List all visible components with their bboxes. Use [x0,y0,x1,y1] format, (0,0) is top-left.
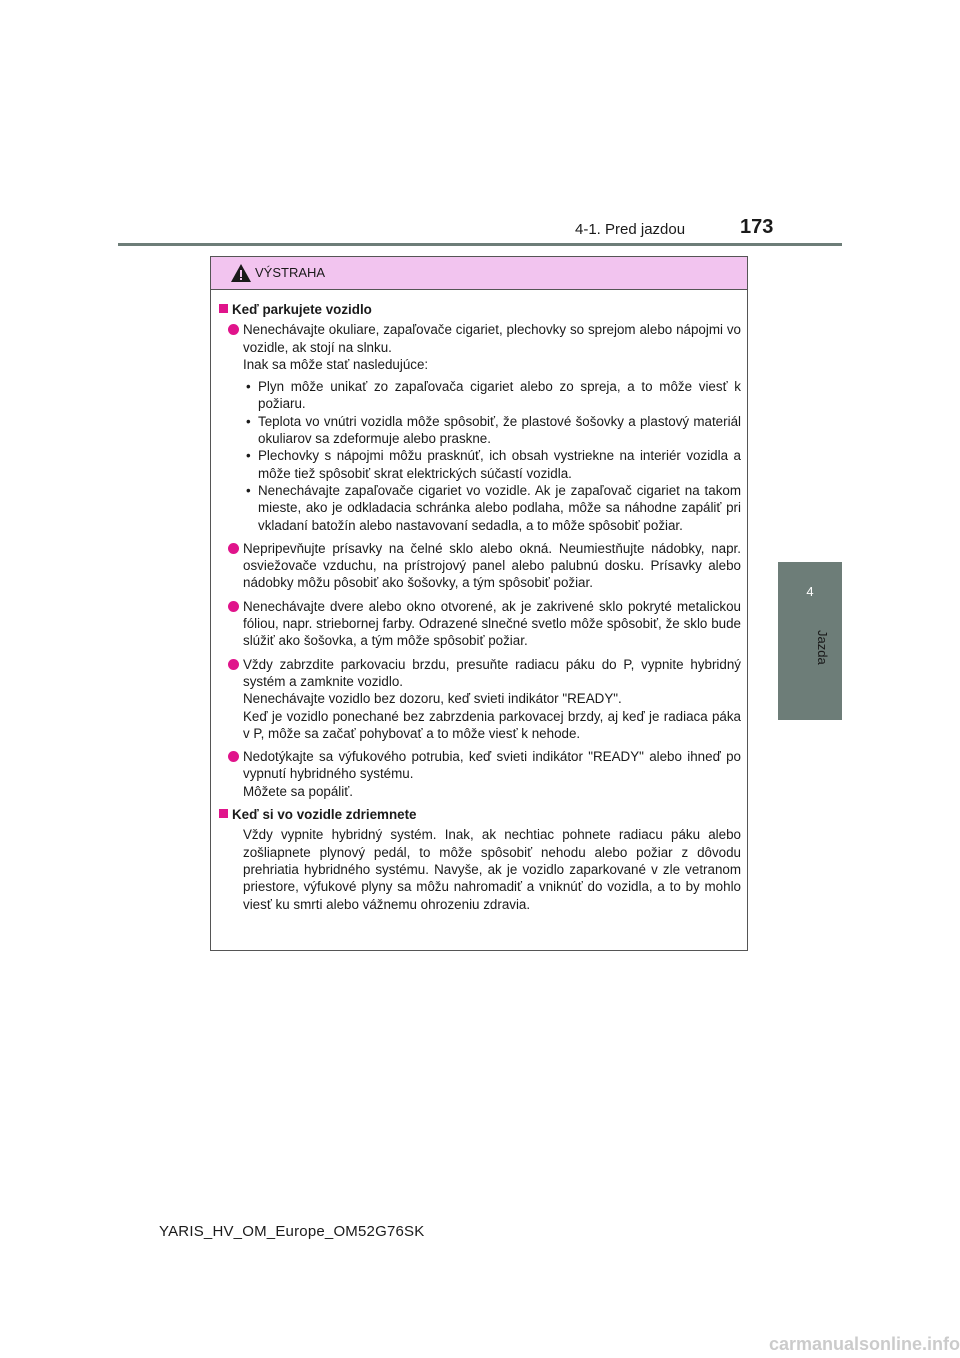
item-text: Nenechávajte okuliare, zapaľovače cigariet, plechovky so sprejom alebo nápojmi vo vozidle, ak stojí na slnku. [243,322,741,355]
bullet-dot-icon: • [246,448,251,464]
circle-bullet-icon [228,543,239,554]
sub-item-text: Teplota vo vnútri vozidla môže spôsobiť, že plastové šošovky a plastový materiál okuliarov sa zdeformuje alebo praskne. [258,413,741,447]
list-item [219,656,741,742]
document-code: YARIS_HV_OM_Europe_OM52G76SK [159,1223,425,1240]
item-text: Nenechávajte vozidlo bez dozoru, keď svieti indikátor "READY". [243,691,622,707]
item-text: Nedotýkajte sa výfukového potrubia, keď svieti indikátor "READY" alebo ihneď po vypnutí hybridného systému. [243,749,741,782]
section-heading-nap [219,806,741,823]
item-text: Keď je vozidlo ponechané bez zabrzdenia parkovacej brzdy, aj keď je radiaca páka v P, môže sa začať pohybovať a to môže viesť k nehode. [243,708,741,741]
circle-bullet-icon [228,601,239,612]
circle-bullet-icon [228,751,239,762]
sub-list-item [243,447,741,482]
sub-item-text: Plechovky s nápojmi môžu prasknúť, ich obsah vystriekne na interiér vozidla a môže tiež spôsobiť skrat elektrických súčastí vozidla. [258,448,741,481]
item-text: Môžete sa popáliť. [243,783,353,799]
list-item [219,540,741,592]
square-bullet-icon [219,304,228,313]
sub-list-item [243,413,741,448]
section-title: 4-1. Pred jazdou [575,221,686,238]
bullet-dot-icon: • [246,379,251,395]
list-item [219,598,741,650]
chapter-number: 4 [806,584,814,599]
warning-header [211,257,747,290]
sub-list-item [243,378,741,413]
sub-item-text: Plyn môže unikať zo zapaľovača cigariet alebo zo spreja, a to môže viesť k požiaru. [258,379,741,412]
header-divider [118,243,842,246]
section-heading-parking [219,301,741,318]
bullet-dot-icon: • [246,482,251,498]
watermark[interactable]: carmanualsonline.info [768,1334,960,1354]
bullet-dot-icon: • [246,413,251,429]
section-paragraph: Vždy vypnite hybridný systém. Inak, ak nechtiac pohnete radiacu páku alebo zošliapnete plynový pedál, to môže spôsobiť nehodu alebo požiar z dôvodu prehriatia hybridného systému. Navyše, ak je vozidlo zaparkované v zle vetranom priestore, výfukové plyny sa môžu nahromadiť a vniknúť do vozidla, a to by mohlo viesť ku smrti alebo vážnemu ohrozeniu zdravia. [243,827,741,912]
sub-list [243,378,741,534]
item-text: Nenechávajte dvere alebo okno otvorené, ak je zakrivené sklo pokryté metalickou fóliou, napr. striebornej farby. Odrazené slnečné svetlo môže spôsobiť, že sklo bude slúžiť ako šošovka, a tým môže spôsobiť požiar. [243,598,741,649]
item-text: Vždy zabrzdite parkovaciu brzdu, presuňte radiacu páku do P, vypnite hybridný systém a zamknite vozidlo. [243,656,741,689]
warning-triangle-icon [230,263,252,283]
section-heading-text: Keď parkujete vozidlo [232,302,372,317]
square-bullet-icon [219,809,228,818]
sub-list-item [243,482,741,534]
warning-body [211,290,747,913]
item-text: Inak sa môže stať nasledujúce: [243,356,429,372]
warning-title: VÝSTRAHA [255,265,326,280]
sub-item-text: Nenechávajte zapaľovače cigariet vo vozidle. Ak je zapaľovač cigariet na takom mieste, ako je odkladacia schránka alebo podlaha, môže sa náhodne zapáliť pri vkladaní batožín alebo nastavovaní sedadla, a to môže spôsobiť požiar. [258,482,741,533]
chapter-label: Jazda [815,630,830,665]
circle-bullet-icon [228,324,239,335]
page-number: 173 [740,216,774,238]
list-item [219,321,741,534]
item-text: Nepripevňujte prísavky na čelné sklo alebo okná. Neumiestňujte nádobky, napr. osviežovače vzduchu, na prístrojový panel alebo palubnú dosku. Prísavky alebo nádobky môžu pôsobiť ako šošovky, a tým spôsobiť požiar. [243,540,741,591]
circle-bullet-icon [228,659,239,670]
warning-box [210,256,748,951]
section-heading-text: Keď si vo vozidle zdriemnete [232,807,417,823]
list-item [219,748,741,800]
